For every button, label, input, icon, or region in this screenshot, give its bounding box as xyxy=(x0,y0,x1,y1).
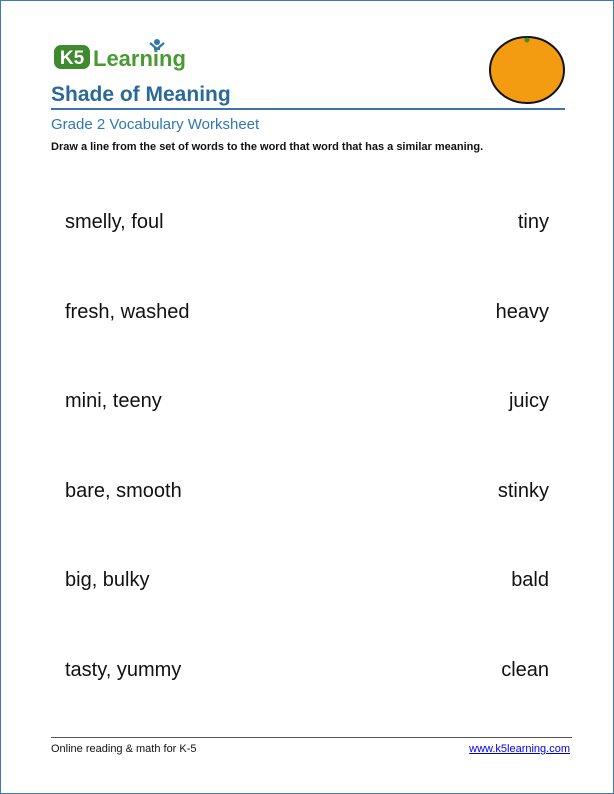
word-right: heavy xyxy=(495,300,549,323)
word-set-left: tasty, yummy xyxy=(65,658,182,681)
page-subtitle: Grade 2 Vocabulary Worksheet xyxy=(51,116,260,133)
matching-row xyxy=(65,356,549,446)
word-right: clean xyxy=(501,658,549,681)
logo-wordmark: Learning xyxy=(93,46,186,71)
word-right: tiny xyxy=(517,211,549,233)
matching-row xyxy=(65,625,549,715)
title-divider xyxy=(51,108,565,110)
matching-row xyxy=(65,535,549,625)
word-right: juicy xyxy=(508,390,549,412)
page-title: Shade of Meaning xyxy=(51,83,231,106)
word-set-left: big, bulky xyxy=(65,569,150,591)
word-right: stinky xyxy=(497,479,549,502)
footer-divider xyxy=(51,737,572,738)
footer-tagline: Online reading & math for K-5 xyxy=(51,743,197,755)
matching-row xyxy=(65,267,549,357)
matching-list xyxy=(65,177,549,714)
matching-row xyxy=(65,177,549,267)
word-set-left: smelly, foul xyxy=(65,211,164,233)
logo-k5: K5 xyxy=(59,48,85,69)
word-set-left: bare, smooth xyxy=(65,479,182,502)
word-set-left: mini, teeny xyxy=(65,390,162,412)
word-right: bald xyxy=(511,569,549,591)
k5-learning-logo xyxy=(53,37,199,73)
matching-row xyxy=(65,446,549,536)
instructions: Draw a line from the set of words to the word that word that has a similar meaning. xyxy=(51,141,484,153)
orange-icon xyxy=(487,33,567,105)
footer-website-link[interactable]: www.k5learning.com xyxy=(469,743,570,755)
word-set-left: fresh, washed xyxy=(65,300,190,323)
